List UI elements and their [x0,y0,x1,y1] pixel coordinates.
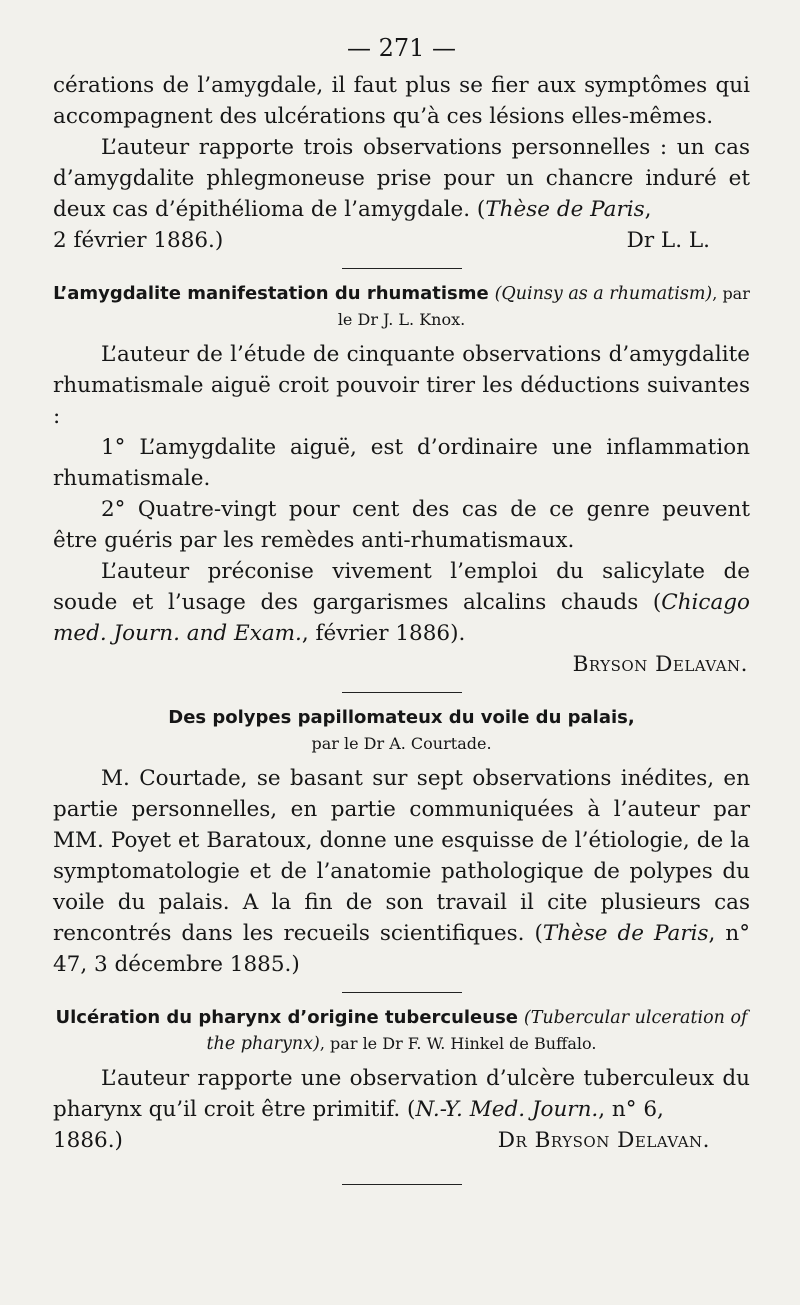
paragraph: M. Courtade, se basant sur sept observations inédites, en partie personnelles, en partie communiquées à l’auteur par MM. Poyet et Baratoux, donne une esquisse de l’étiologie, de la symptomatologie et de l’anatomie pathologique de polypes du voile du palais. A la fin de son travail il cite plusieurs cas rencontrés dans les recueils scientifiques. (Thèse de Paris, n° 47, 3 décembre 1885.) [53,766,750,977]
article-title: Ulcération du pharynx d’origine tuberculeuse [55,1007,519,1028]
article-byline: par le Dr A. Courtade. [311,734,492,753]
date: 2 février 1886.) [53,228,224,253]
article-heading [53,281,750,333]
citation: Chicago med. Journ. and Exam. [53,590,750,646]
citation: Thèse de Paris [485,197,645,222]
article-amygdalite [53,281,750,680]
citation: Thèse de Paris [542,921,709,946]
signature-line [53,225,750,256]
paragraph: L’auteur de l’étude de cinquante observations d’amygdalite rhumatismale aiguë croit pouvoir tirer les déductions suivantes : [53,342,750,429]
article-ulceration [53,1005,750,1156]
page-number: — 271 — [346,34,457,62]
section-continuation [53,70,750,256]
divider [342,268,462,269]
date: 1886.) [53,1128,123,1153]
article-subtitle: (Tubercular ulceration of the pharynx) [206,1008,748,1054]
citation: N.-Y. Med. Journ. [415,1097,599,1122]
list-item: 2° Quatre-vingt pour cent des cas de ce genre peuvent être guéris par les remèdes anti-rhumatismaux. [53,497,750,553]
paragraph: L’auteur rapporte trois observations personnelles : un cas d’amygdalite phlegmoneuse prise pour un chancre induré et deux cas d’épithélioma de l’amygdale. (Thèse de Paris, [53,135,750,222]
article-title: Des polypes papillomateux du voile du palais, [168,707,635,728]
article-title: L’amygdalite manifestation du rhumatisme [53,283,489,304]
article-byline: , par le Dr F. W. Hinkel de Buffalo. [319,1034,597,1053]
signature: Dr Bryson Delavan. [497,1128,710,1153]
paragraph: cérations de l’amygdale, il faut plus se fier aux symptômes qui accompagnent des ulcérations qu’à ces lésions elles-mêmes. [53,73,750,129]
article-subtitle: (Quinsy as a rhumatism) [494,284,713,304]
list-item: 1° L’amygdalite aiguë, est d’ordinaire une inflammation rhumatismale. [53,435,750,491]
signature: Dr L. L. [626,228,710,253]
signature: Bryson Delavan. [572,652,748,677]
article-byline: , par le Dr J. L. Knox. [337,284,750,329]
article-heading [53,1005,750,1057]
paragraph: L’auteur rapporte une observation d’ulcère tuberculeux du pharynx qu’il croit être primitif. (N.-Y. Med. Journ., n° 6, [53,1066,750,1122]
divider [342,992,462,993]
signature-line [53,1125,750,1156]
divider [342,1184,462,1185]
divider [342,692,462,693]
article-polypes [53,705,750,980]
paragraph: L’auteur préconise vivement l’emploi du salicylate de soude et l’usage des gargarismes alcalins chauds (Chicago med. Journ. and Exam., février 1886). [53,559,750,646]
article-heading [53,705,750,757]
